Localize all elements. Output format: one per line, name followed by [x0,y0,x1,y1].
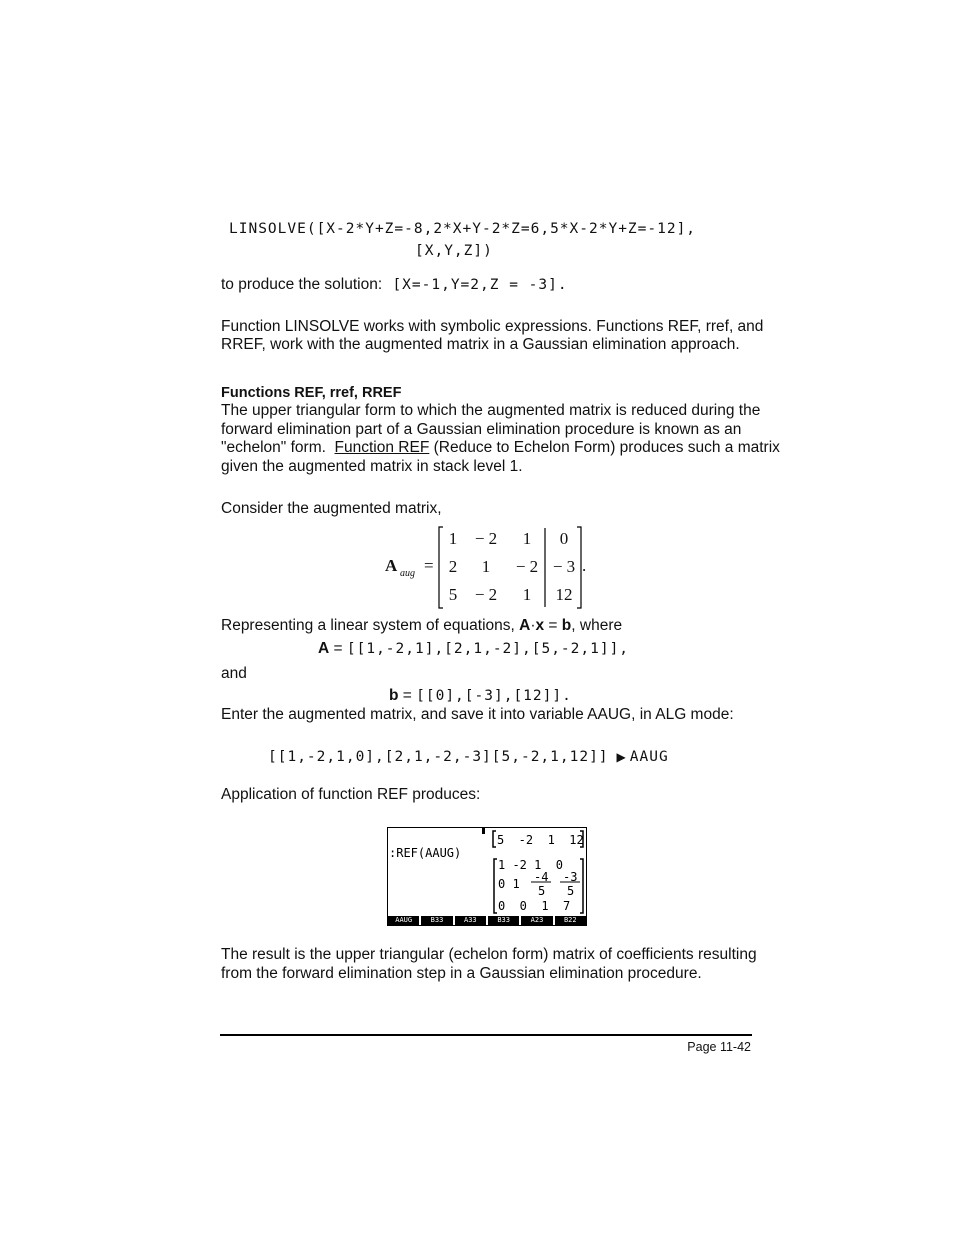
matrix-cell: 1 [448,529,458,548]
softkey[interactable]: A23 [521,916,552,925]
softkey[interactable]: B22 [555,916,586,925]
section-line-3b: (Reduce to Echelon Form) produces such a matrix [429,439,780,456]
function-ref-link: Function REF [334,439,430,456]
command-var: AAUG [629,749,669,765]
linsolve-line-2: [X,Y,Z]) [415,243,493,259]
matrix-label-sub: aug [400,568,415,579]
matrix-label: A [385,556,398,575]
representing-text-b: , where [571,617,623,634]
result-line-2: from the forward elimination step in a Gaussian elimination procedure. [221,965,702,982]
section-line-3a: "echelon" form. [221,439,335,456]
command-line [268,748,669,766]
result-line-1: The result is the upper triangular (echelon form) matrix of coefficients resulting [221,946,757,963]
calc-frac-1-den: 5 [538,884,546,898]
matrix-cell: 1 [522,529,532,548]
section-line-4: given the augmented matrix in stack level 1. [221,458,523,475]
application-text: Application of function REF produces: [221,786,481,803]
calc-frac-1-num: -4 [534,870,549,884]
matrix-equals: = [424,556,434,575]
page-number: Page 11-42 [687,1040,751,1054]
b-def-eq: = [398,687,417,704]
section-heading: Functions REF, rref, RREF [221,385,402,401]
calculator-screen [387,827,587,926]
matrix-cell: − 2 [515,557,539,576]
para1-line-2: RREF, work with the augmented matrix in a Gaussian elimination approach. [221,336,740,353]
scroll-up-icon [482,828,485,834]
matrix-period: . [582,556,587,575]
representing-text-a: Representing a linear system of equations, [221,617,520,634]
A-def-eq: = [329,640,347,657]
softkey[interactable]: B33 [488,916,519,925]
representing-eq: = [544,617,562,634]
softkey[interactable]: B33 [421,916,452,925]
store-arrow-icon: ▶ [616,750,626,764]
softkey[interactable]: AAUG [388,916,419,925]
representing-x: x [535,617,545,634]
solution-prefix: to produce the solution: [221,276,383,293]
matrix-cell: 2 [448,557,458,576]
footer-rule [220,1034,752,1036]
section-line-3 [221,439,780,458]
representing-line [221,617,622,636]
consider-text: Consider the augmented matrix, [221,500,442,517]
b-def-value: [[0],[-3],[12]]. [416,688,572,704]
matrix-cell: − 2 [474,585,498,604]
section-line-2: forward elimination part of a Gaussian elimination procedure is known as an [221,421,742,438]
matrix-cell: 1 [522,585,532,604]
calc-top-row: 5 -2 1 12 [497,833,584,847]
calc-row-2: 0 1 [498,877,520,891]
command-value: [[1,-2,1,0],[2,1,-2,-3][5,-2,1,12]] [268,749,609,765]
A-definition [318,640,629,659]
matrix-cell: − 3 [552,557,576,576]
para1-line-1: Function LINSOLVE works with symbolic expressions. Functions REF, rref, and [221,318,764,335]
representing-dot: · [530,617,536,634]
b-definition [389,687,572,706]
solution-value: [X=-1,Y=2,Z = -3]. [392,277,568,293]
augmented-matrix [384,526,594,610]
section-line-1: The upper triangular form to which the augmented matrix is reduced during the [221,402,761,419]
calc-command: :REF(AAUG) [389,846,462,860]
matrix-cell: 0 [559,529,569,548]
representing-A: A [519,617,531,634]
matrix-cell: − 2 [474,529,498,548]
matrix-cell: 5 [448,585,458,604]
softkey[interactable]: A33 [455,916,486,925]
calc-row-3: 0 0 1 7 [498,899,571,913]
solution-line [221,276,568,295]
A-def-label: A [318,640,330,657]
linsolve-line-1: LINSOLVE([X-2*Y+Z=-8,2*X+Y-2*Z=6,5*X-2*Y+Z=-12], [229,221,697,237]
calc-frac-2-num: -3 [563,870,578,884]
b-def-label: b [389,687,399,704]
matrix-cell: 12 [555,585,573,604]
and-text: and [221,665,247,682]
calc-row-1: 1 -2 1 0 [498,858,564,872]
representing-b: b [561,617,572,634]
calc-frac-2-den: 5 [567,884,575,898]
enter-text: Enter the augmented matrix, and save it into variable AAUG, in ALG mode: [221,706,734,723]
A-def-value: [[1,-2,1],[2,1,-2],[5,-2,1]], [346,641,630,657]
matrix-cell: 1 [481,557,491,576]
calc-softkey-menu [388,916,586,925]
